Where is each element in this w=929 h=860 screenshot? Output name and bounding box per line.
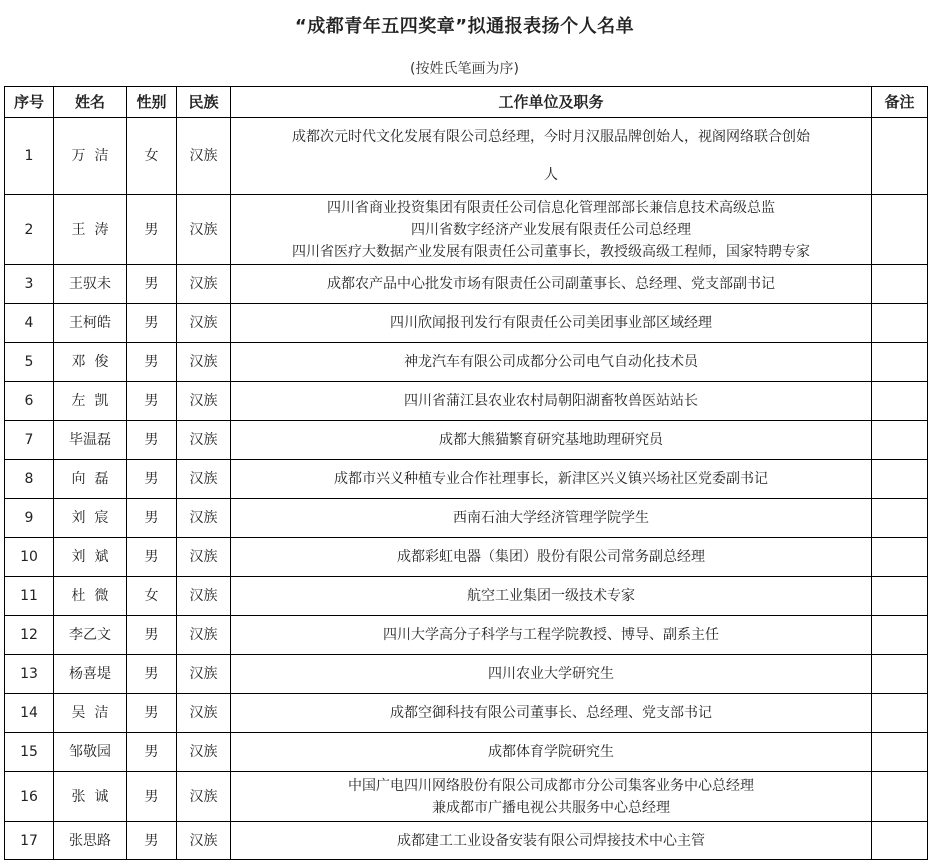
work-line: 西南石油大学经济管理学院学生 — [453, 510, 649, 526]
work-line: 中国广电四川网络股份有限公司成都市分公司集客业务中心总经理 — [348, 777, 754, 794]
row-work — [231, 577, 872, 616]
row-name: 邓 俊 — [54, 343, 127, 382]
row-name: 李乙文 — [54, 616, 127, 655]
document-title: “成都青年五四奖章”拟通报表扬个人名单 — [294, 16, 635, 37]
work-line: 四川农业大学研究生 — [488, 666, 614, 682]
row-no: 11 — [5, 577, 54, 616]
table-row — [5, 304, 928, 343]
row-name: 吴 洁 — [54, 694, 127, 733]
row-gender: 女 — [127, 118, 177, 195]
row-name: 杜 微 — [54, 577, 127, 616]
row-work — [231, 382, 872, 421]
row-gender: 男 — [127, 822, 177, 860]
row-no: 8 — [5, 460, 54, 499]
table-row — [5, 538, 928, 577]
row-note — [872, 195, 928, 265]
work-line: 神龙汽车有限公司成都分公司电气自动化技术员 — [404, 354, 698, 370]
work-line: 成都大熊猫繁育研究基地助理研究员 — [439, 432, 663, 448]
row-ethnicity: 汉族 — [177, 616, 231, 655]
row-no: 17 — [5, 822, 54, 860]
row-gender: 男 — [127, 772, 177, 822]
table-header-row — [5, 87, 928, 118]
table-row — [5, 265, 928, 304]
row-work — [231, 538, 872, 577]
work-line: 成都彩虹电器（集团）股份有限公司常务副总经理 — [397, 549, 705, 565]
row-work — [231, 118, 872, 195]
row-gender: 男 — [127, 421, 177, 460]
table-row — [5, 577, 928, 616]
row-note — [872, 343, 928, 382]
work-line: 成都次元时代文化发展有限公司总经理，今时月汉服品牌创始人，视阁网络联合创始 — [292, 129, 810, 145]
work-line: 四川省医疗大数据产业发展有限责任公司董事长，教授级高级工程师，国家特聘专家 — [292, 243, 810, 260]
row-no: 15 — [5, 733, 54, 772]
row-work — [231, 822, 872, 860]
row-work — [231, 616, 872, 655]
honor-list-table — [4, 86, 928, 860]
row-ethnicity: 汉族 — [177, 265, 231, 304]
document-subtitle: (按姓氏笔画为序) — [410, 61, 519, 77]
row-work — [231, 655, 872, 694]
work-line: 四川欣闻报刊发行有限责任公司美团事业部区域经理 — [390, 315, 712, 331]
header-work: 工作单位及职务 — [231, 87, 872, 118]
row-gender: 男 — [127, 343, 177, 382]
row-no: 5 — [5, 343, 54, 382]
row-note — [872, 538, 928, 577]
row-work — [231, 343, 872, 382]
row-no: 2 — [5, 195, 54, 265]
row-work — [231, 421, 872, 460]
row-gender: 男 — [127, 304, 177, 343]
row-work — [231, 460, 872, 499]
row-note — [872, 382, 928, 421]
table-row — [5, 822, 928, 860]
row-work — [231, 772, 872, 822]
row-ethnicity: 汉族 — [177, 118, 231, 195]
row-name: 王 涛 — [54, 195, 127, 265]
row-no: 13 — [5, 655, 54, 694]
header-name: 姓名 — [54, 87, 127, 118]
row-ethnicity: 汉族 — [177, 421, 231, 460]
work-line: 四川省数字经济产业发展有限责任公司总经理 — [411, 221, 691, 238]
row-gender: 男 — [127, 195, 177, 265]
row-note — [872, 772, 928, 822]
row-name: 刘 斌 — [54, 538, 127, 577]
row-name: 毕温磊 — [54, 421, 127, 460]
row-note — [872, 616, 928, 655]
table-row — [5, 195, 928, 265]
row-gender: 男 — [127, 733, 177, 772]
table-row — [5, 460, 928, 499]
table-row — [5, 118, 928, 195]
row-work — [231, 733, 872, 772]
row-no: 3 — [5, 265, 54, 304]
row-no: 4 — [5, 304, 54, 343]
row-gender: 男 — [127, 616, 177, 655]
header-gender: 性别 — [127, 87, 177, 118]
work-line: 四川省蒲江县农业农村局朝阳湖畜牧兽医站站长 — [404, 393, 698, 409]
row-no: 14 — [5, 694, 54, 733]
row-ethnicity: 汉族 — [177, 655, 231, 694]
row-note — [872, 577, 928, 616]
table-row — [5, 343, 928, 382]
row-work — [231, 499, 872, 538]
header-no: 序号 — [5, 87, 54, 118]
row-ethnicity: 汉族 — [177, 343, 231, 382]
row-name: 向 磊 — [54, 460, 127, 499]
row-gender: 男 — [127, 499, 177, 538]
row-note — [872, 499, 928, 538]
row-note — [872, 655, 928, 694]
row-gender: 男 — [127, 655, 177, 694]
table-row — [5, 655, 928, 694]
table-row — [5, 499, 928, 538]
row-ethnicity: 汉族 — [177, 538, 231, 577]
row-no: 1 — [5, 118, 54, 195]
row-gender: 男 — [127, 460, 177, 499]
row-ethnicity: 汉族 — [177, 733, 231, 772]
row-name: 刘 宸 — [54, 499, 127, 538]
row-note — [872, 421, 928, 460]
row-no: 16 — [5, 772, 54, 822]
row-no: 10 — [5, 538, 54, 577]
row-name: 万 洁 — [54, 118, 127, 195]
row-ethnicity: 汉族 — [177, 577, 231, 616]
table-row — [5, 382, 928, 421]
row-note — [872, 694, 928, 733]
row-ethnicity: 汉族 — [177, 460, 231, 499]
row-ethnicity: 汉族 — [177, 195, 231, 265]
row-work — [231, 195, 872, 265]
row-no: 12 — [5, 616, 54, 655]
row-ethnicity: 汉族 — [177, 304, 231, 343]
row-name: 左 凯 — [54, 382, 127, 421]
work-line: 人 — [544, 167, 558, 183]
table-row — [5, 421, 928, 460]
row-ethnicity: 汉族 — [177, 694, 231, 733]
row-note — [872, 118, 928, 195]
row-ethnicity: 汉族 — [177, 822, 231, 860]
row-gender: 男 — [127, 382, 177, 421]
work-line: 航空工业集团一级技术专家 — [467, 588, 635, 604]
work-line: 成都市兴义种植专业合作社理事长，新津区兴义镇兴场社区党委副书记 — [334, 471, 768, 487]
work-line: 兼成都市广播电视公共服务中心总经理 — [432, 799, 670, 816]
row-name: 杨喜堤 — [54, 655, 127, 694]
table-row — [5, 733, 928, 772]
row-gender: 女 — [127, 577, 177, 616]
row-gender: 男 — [127, 694, 177, 733]
row-name: 张思路 — [54, 822, 127, 860]
table-row — [5, 694, 928, 733]
row-work — [231, 265, 872, 304]
row-gender: 男 — [127, 538, 177, 577]
row-note — [872, 822, 928, 860]
work-line: 成都建工工业设备安装有限公司焊接技术中心主管 — [397, 832, 705, 849]
row-ethnicity: 汉族 — [177, 382, 231, 421]
work-line: 四川省商业投资集团有限责任公司信息化管理部部长兼信息技术高级总监 — [327, 199, 775, 216]
row-name: 邹敬园 — [54, 733, 127, 772]
row-ethnicity: 汉族 — [177, 772, 231, 822]
row-note — [872, 733, 928, 772]
row-note — [872, 304, 928, 343]
row-no: 7 — [5, 421, 54, 460]
row-gender: 男 — [127, 265, 177, 304]
row-name: 张 诚 — [54, 772, 127, 822]
table-row — [5, 616, 928, 655]
row-ethnicity: 汉族 — [177, 499, 231, 538]
row-no: 9 — [5, 499, 54, 538]
row-name: 王驭未 — [54, 265, 127, 304]
header-ethnicity: 民族 — [177, 87, 231, 118]
row-work — [231, 694, 872, 733]
row-work — [231, 304, 872, 343]
table-row — [5, 772, 928, 822]
work-line: 成都农产品中心批发市场有限责任公司副董事长、总经理、党支部副书记 — [327, 276, 775, 292]
work-line: 成都空御科技有限公司董事长、总经理、党支部书记 — [390, 705, 712, 721]
row-name: 王柯皓 — [54, 304, 127, 343]
row-note — [872, 265, 928, 304]
row-no: 6 — [5, 382, 54, 421]
work-line: 成都体育学院研究生 — [488, 744, 614, 760]
header-note: 备注 — [872, 87, 928, 118]
work-line: 四川大学高分子科学与工程学院教授、博导、副系主任 — [383, 627, 719, 643]
row-note — [872, 460, 928, 499]
